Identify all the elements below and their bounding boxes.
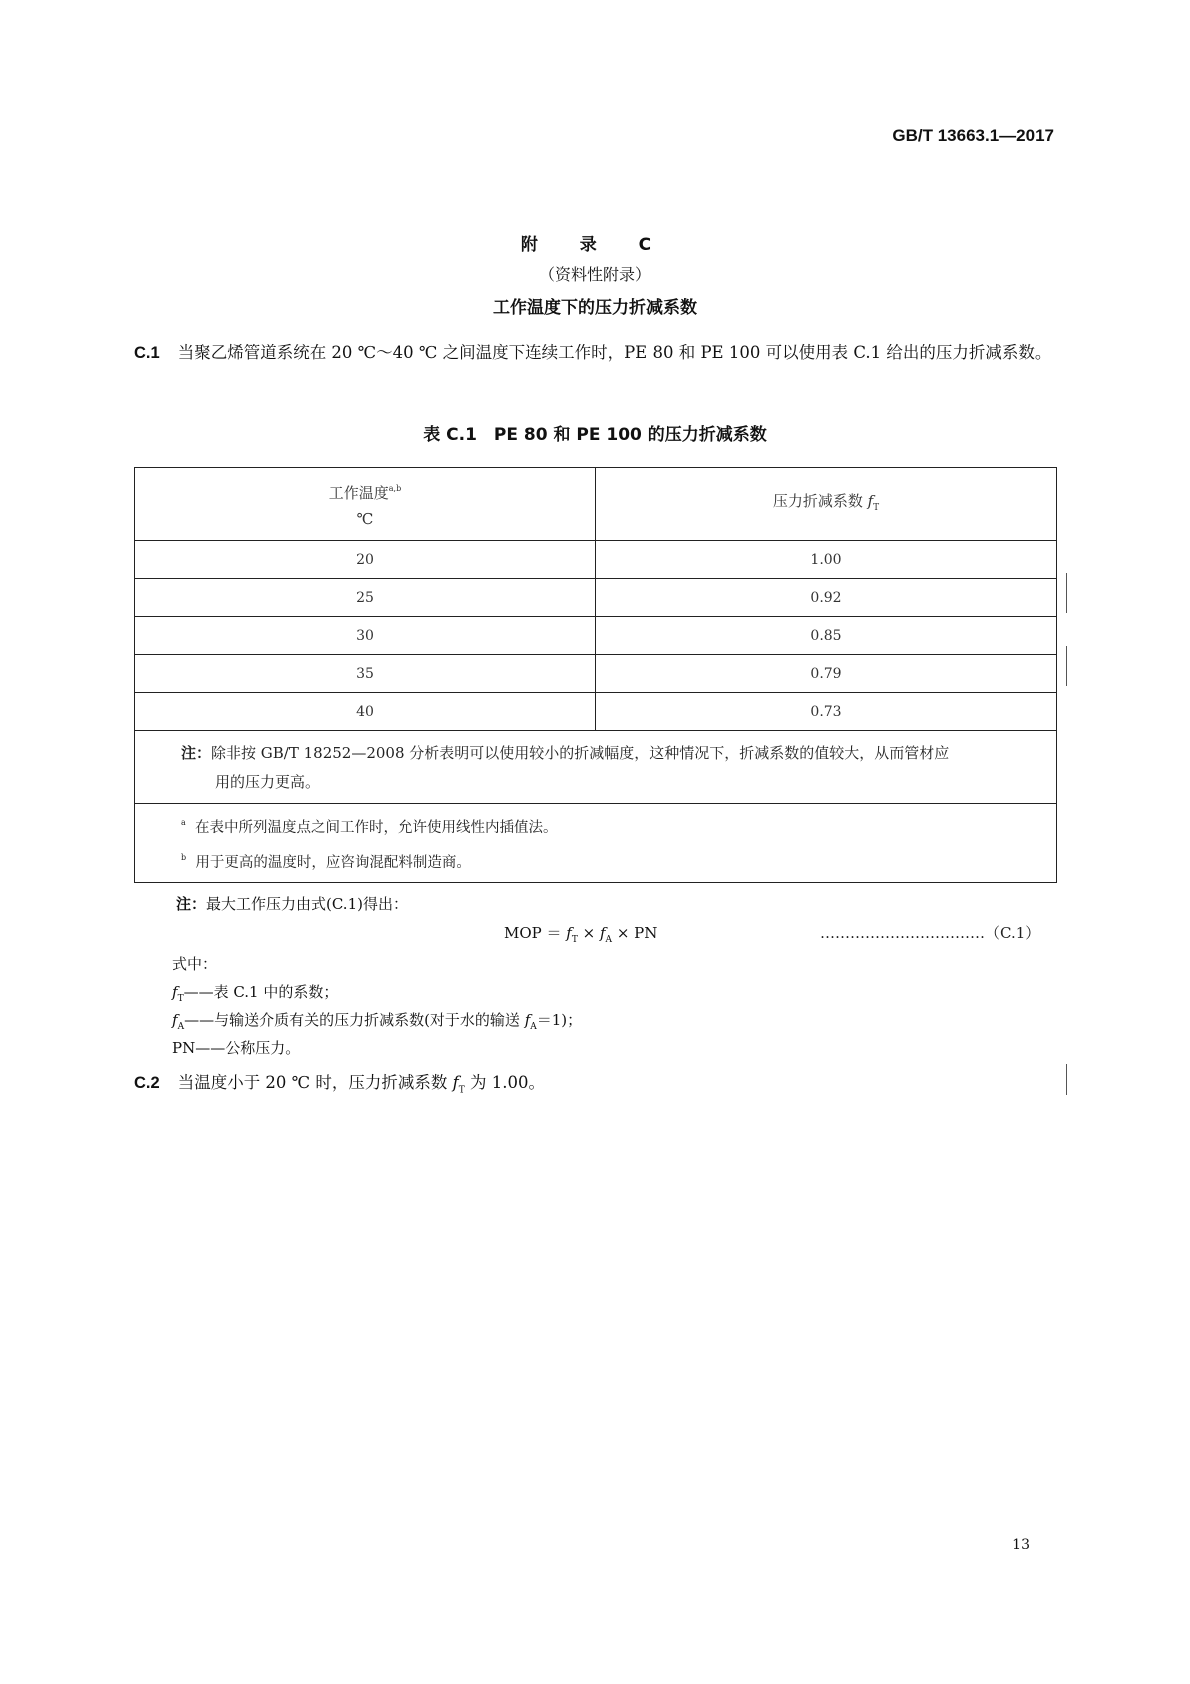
clause-c1-text: 当聚乙烯管道系统在 20 ℃～40 ℃ 之间温度下连续工作时，PE 80 和 PE 100 可以使用表 C.1 给出的压力折减系数。 <box>177 343 1052 362</box>
temp-cell: 25 <box>135 579 596 617</box>
table-note <box>135 731 1057 804</box>
equation-number: ……………………………（C.1） <box>820 924 1041 942</box>
factor-cell: 0.92 <box>596 579 1057 617</box>
table-header-row <box>135 468 1057 541</box>
clause-c2-text-2: 为 1.00。 <box>464 1073 545 1092</box>
factor-cell: 0.85 <box>596 617 1057 655</box>
header-factor <box>596 468 1057 541</box>
def-fa-inline-subscript: A <box>530 1022 537 1032</box>
def-fa-subscript: A <box>177 1022 185 1032</box>
formula-times: × <box>612 924 635 942</box>
header-temperature <box>135 468 596 541</box>
table-row <box>135 655 1057 693</box>
footnote-b-mark: b <box>181 853 187 862</box>
table-title: 表 C.1 PE 80 和 PE 100 的压力折减系数 <box>423 425 767 445</box>
def-fa-symbol: f <box>172 1011 178 1029</box>
standard-code: GB/T 13663.1—2017 <box>892 126 1054 145</box>
temp-cell: 20 <box>135 541 596 579</box>
header-temp-label: 工作温度 <box>328 484 389 502</box>
header-factor-label: 压力折减系数 <box>772 491 868 510</box>
clause-c2 <box>134 1067 1056 1106</box>
header-factor-subscript: T <box>873 502 880 513</box>
definition-pn <box>172 1034 300 1062</box>
footnote-b <box>181 843 1044 878</box>
footnote-a-text: 在表中所列温度点之间工作时，允许使用线性内插值法。 <box>195 820 558 836</box>
def-ft-text: ——表 C.1 中的系数； <box>183 983 339 1001</box>
table-row <box>135 579 1057 617</box>
table-note-line1: 除非按 GB/T 18252—2008 分析表明可以使用较小的折减幅度，这种情况下，折减系数的值较大，从而管材应 <box>211 744 950 762</box>
table-row <box>135 693 1057 731</box>
table-footnotes <box>135 804 1057 883</box>
formula-lhs: MOP ＝ <box>504 924 567 942</box>
table-footnote-row <box>135 804 1057 883</box>
formula-sub-t: T <box>571 935 578 945</box>
clause-c2-symbol: f <box>452 1073 459 1092</box>
temp-cell: 40 <box>135 693 596 731</box>
factor-cell: 0.73 <box>596 693 1057 731</box>
def-fa-inline-symbol: f <box>524 1011 531 1029</box>
annex-title: 附 录 C <box>520 235 670 255</box>
formula-f-symbol: f <box>599 924 606 942</box>
footnote-b-text: 用于更高的温度时，应咨询混配料制造商。 <box>195 855 471 871</box>
table-row <box>135 541 1057 579</box>
formula-c1 <box>504 922 657 945</box>
def-pn-text: ——公称压力。 <box>195 1039 301 1057</box>
clause-c1 <box>134 337 1056 369</box>
def-ft-symbol: f <box>172 983 178 1001</box>
formula-f-symbol: f <box>566 924 572 942</box>
annex-subtitle: （资料性附录） <box>538 265 651 284</box>
formula-rhs: PN <box>634 924 658 942</box>
header-temp-unit: ℃ <box>356 510 374 528</box>
table-note-row <box>135 731 1057 804</box>
clause-c1-number: C.1 <box>134 344 160 362</box>
clause-c2-subscript: T <box>458 1085 465 1096</box>
def-ft-subscript: T <box>177 994 184 1004</box>
pressure-reduction-table <box>134 467 1057 883</box>
formula-note <box>176 893 408 914</box>
formula-sub-a: A <box>605 935 613 945</box>
header-temp-footnote-marks: a,b <box>388 484 402 493</box>
change-bar <box>1066 1064 1067 1095</box>
page-number: 13 <box>1012 1537 1030 1553</box>
footnote-a-mark: a <box>181 818 186 827</box>
header-factor-symbol: f <box>867 491 874 510</box>
formula-note-intro: 最大工作压力由式(C.1)得出： <box>206 895 408 913</box>
formula-note-label: 注： <box>176 895 207 913</box>
change-bar <box>1066 573 1067 613</box>
annex-heading: 工作温度下的压力折减系数 <box>493 298 697 318</box>
factor-cell: 1.00 <box>596 541 1057 579</box>
table-note-line2: 用的压力更高。 <box>215 773 321 791</box>
def-fa-text-2: ＝1)； <box>536 1011 583 1029</box>
factor-cell: 0.79 <box>596 655 1057 693</box>
where-label: 式中： <box>172 955 218 973</box>
def-fa-text-1: ——与输送介质有关的压力折减系数(对于水的输送 <box>184 1011 525 1029</box>
temp-cell: 35 <box>135 655 596 693</box>
def-pn-term: PN <box>172 1039 196 1057</box>
table-note-label: 注： <box>181 744 212 762</box>
table-row <box>135 617 1057 655</box>
formula-times: × <box>577 924 600 942</box>
footnote-a <box>181 808 1044 843</box>
temp-cell: 30 <box>135 617 596 655</box>
clause-c2-text-1: 当温度小于 20 ℃ 时，压力折减系数 <box>177 1073 453 1092</box>
clause-c2-number: C.2 <box>134 1074 160 1092</box>
change-bar <box>1066 646 1067 686</box>
